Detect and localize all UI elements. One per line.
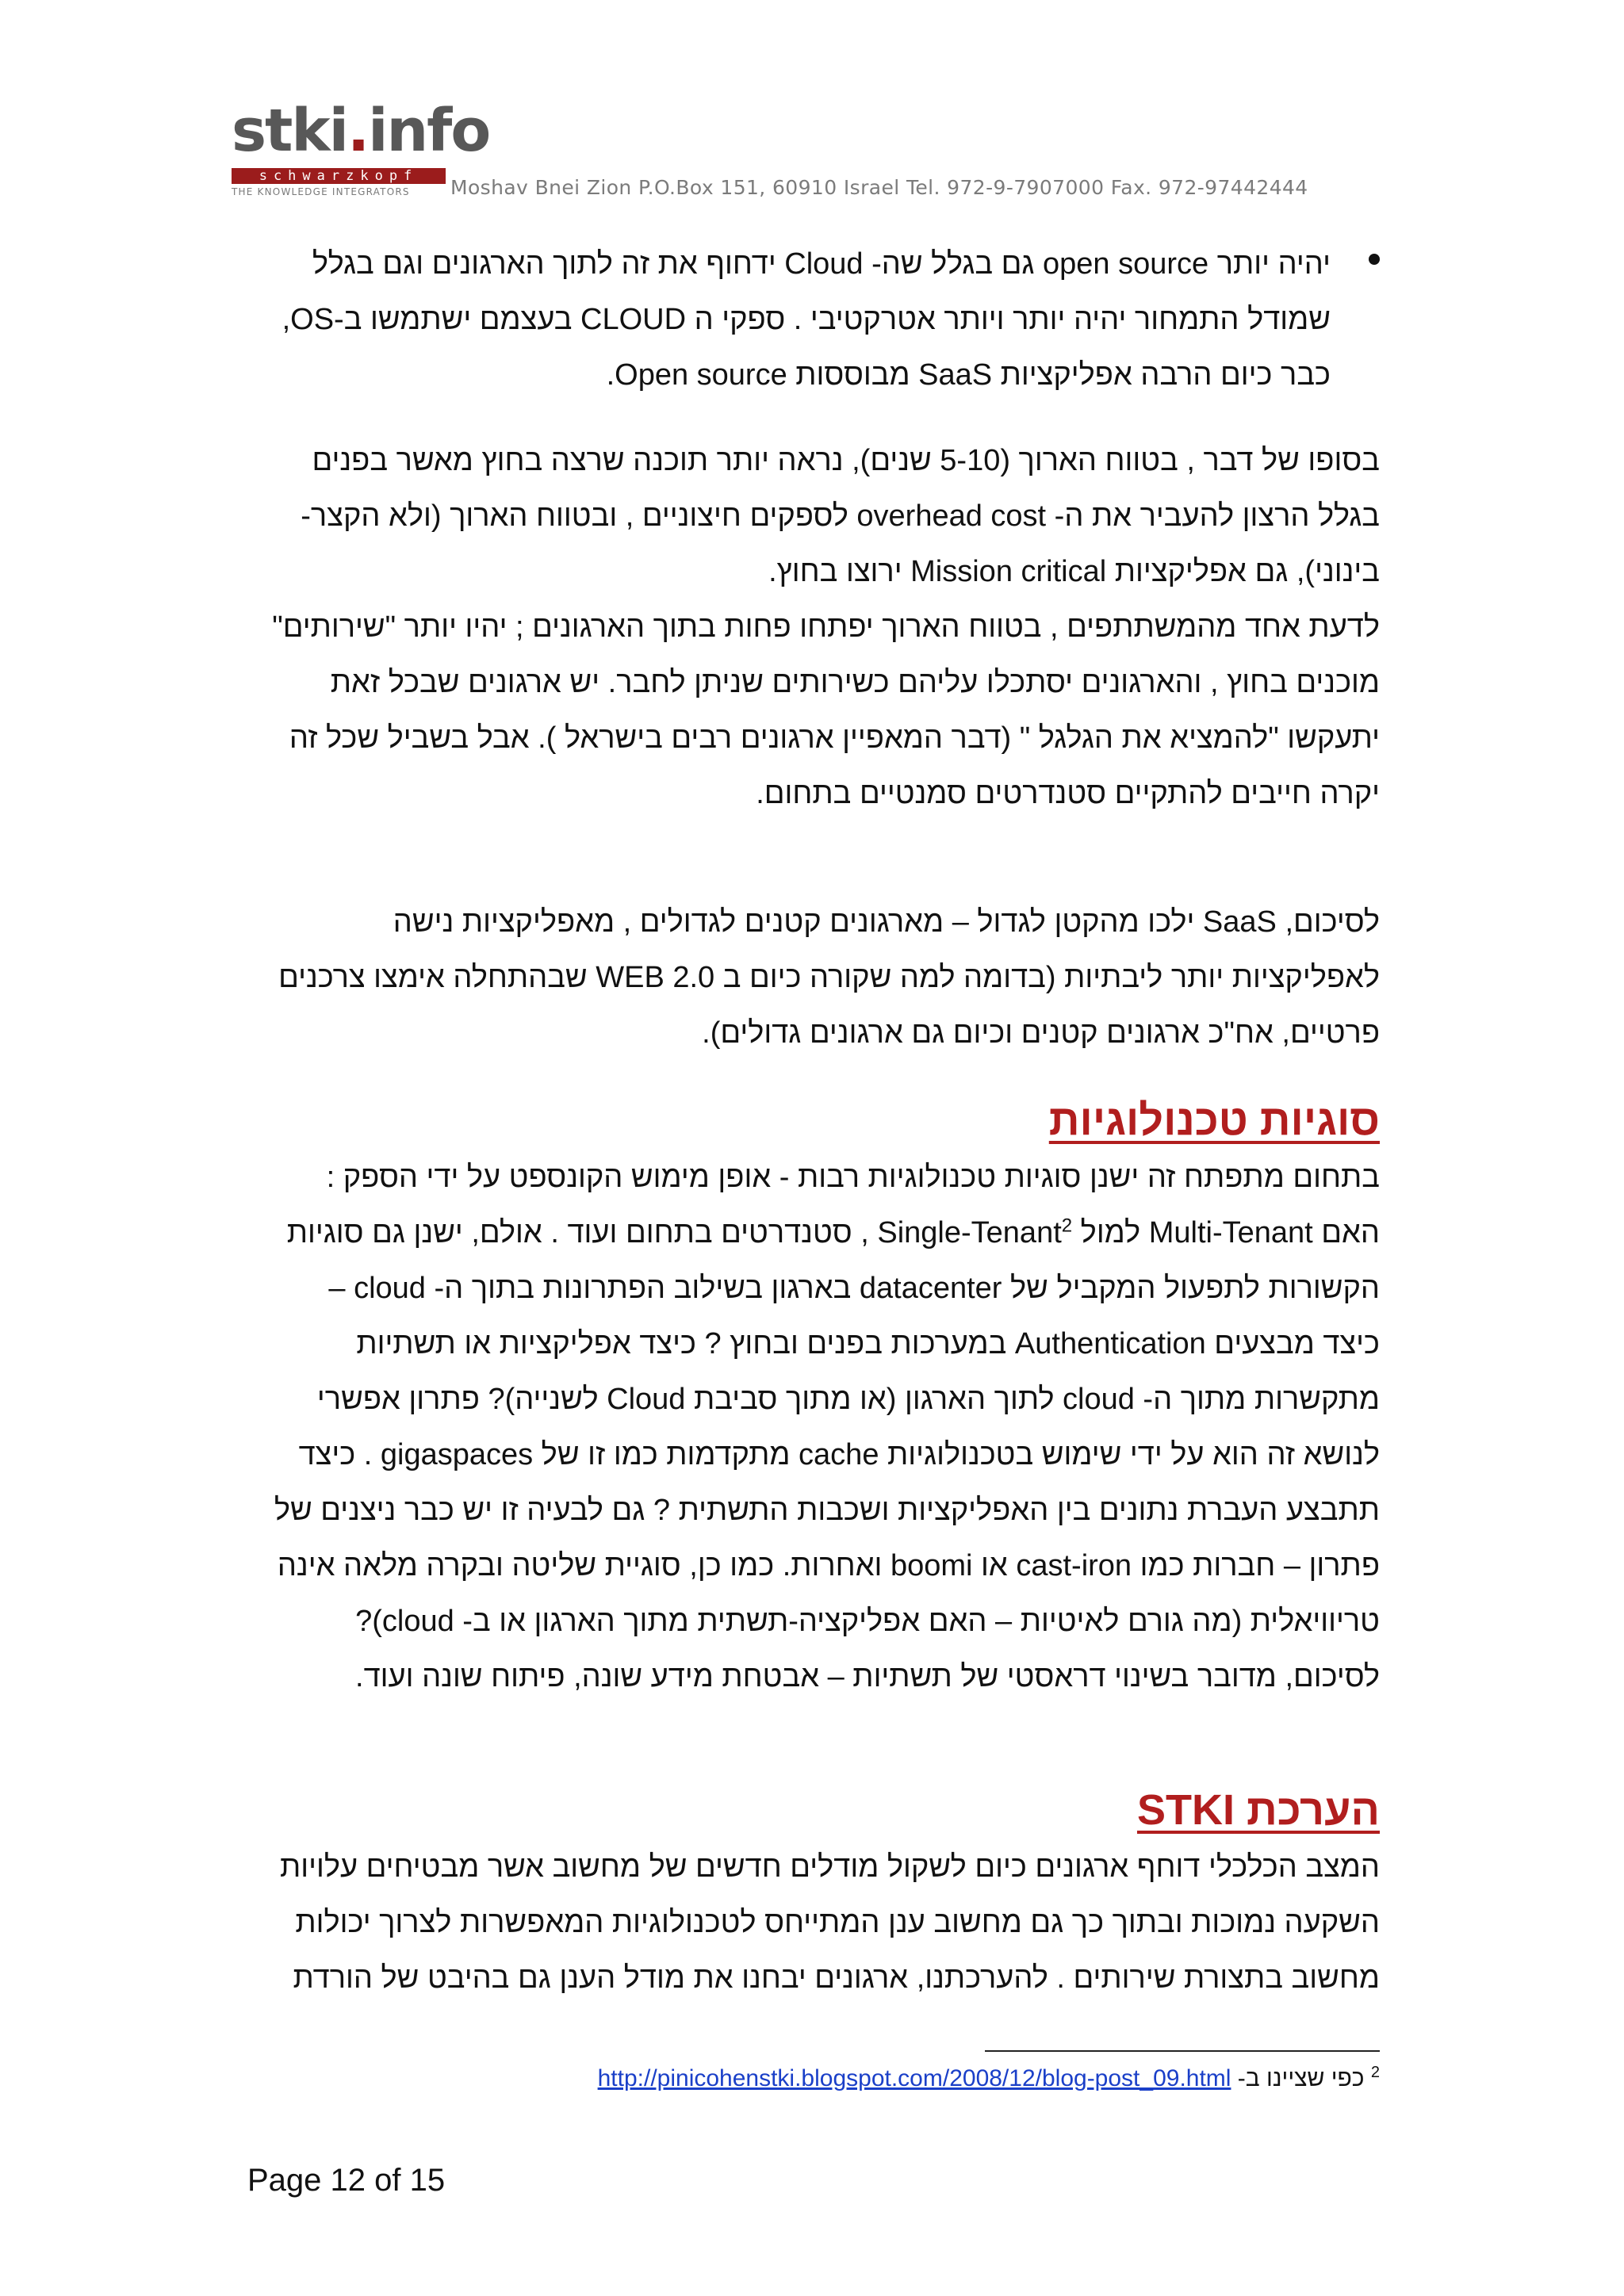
logo-bar: schwarzkopf: [232, 168, 446, 184]
section-heading-stki: [247, 1781, 1380, 1839]
logo-wordmark: stki.info: [232, 97, 490, 165]
text-line: לסיכום, מדובר בשינוי דראסטי של תשתיות – אבטחת מידע שונה, פיתוח שונה ועוד.: [355, 1660, 1380, 1693]
footnote-text: כפי שציינו ב-: [1231, 2065, 1365, 2091]
footnote-number: 2: [1370, 2064, 1380, 2081]
footnote-link[interactable]: http://pinicohenstki.blogspot.com/2008/12/blog-post_09.html: [597, 2065, 1231, 2091]
bullet-item: [247, 236, 1380, 403]
footnote-divider: [985, 2050, 1380, 2052]
text-line: פתרון – חברות כמו cast-iron או boomi ואחרות. כמו כן, סוגיית שליטה ובקרה מלאה אינה: [277, 1549, 1380, 1582]
paragraph-summary: [247, 894, 1380, 1061]
text-line: בתחום מתפתח זה ישנן סוגיות טכנולוגיות רבות - אופן מימוש הקונספט על ידי הספק :: [326, 1161, 1380, 1194]
text-line: לסיכום, SaaS ילכו מהקטן לגדול – מארגונים קטנים לגדולים , מאפליקציות נישה: [393, 905, 1380, 939]
text-line: המצב הכלכלי דוחף ארגונים כיום לשקול מודלים חדשים של מחשוב אשר מבטיחים עלויות: [280, 1850, 1380, 1884]
page-number: Page 12 of 15: [247, 2163, 446, 2198]
heading-text: סוגיות טכנולוגיות: [1048, 1096, 1380, 1144]
bullet-line: כבר כיום הרבה אפליקציות SaaS מבוססות Open source.: [606, 358, 1331, 392]
text-line: מחשוב בתצורת שירותים . להערכתנו, ארגונים יבחנו את מודל הענן גם בהיבט של הורדת: [293, 1961, 1380, 1995]
paragraph-stki-assessment: [247, 1839, 1380, 2006]
text-line: השקעה נמוכות ובתוך כך גם מחשוב ענן המתייחס לטכנולוגיות המאפשרות לצרוך יכולות: [295, 1906, 1380, 1939]
company-logo: [232, 97, 490, 197]
text-line: בינוני), גם אפליקציות Mission critical ירוצו בחוץ.: [768, 555, 1380, 588]
text-line: בסופו של דבר , בטווח הארוך (5-10 שנים), נראה יותר תוכנה שרצה בחוץ מאשר בפנים: [312, 444, 1380, 477]
text-line: לנושא זה הוא על ידי שימוש בטכנולוגיות cache מתקדמות כמו זו של gigaspaces . כיצד: [298, 1438, 1380, 1471]
text-line: מוכנים בחוץ , והארגונים יסתכלו עליהם כשירותים שניתן לחבר. יש ארגונים שבכל זאת: [330, 666, 1380, 699]
text-line: תתבצע העברת נתונים בין האפליקציות ושכבות התשתית ? גם לבעיה זו יש כבר ניצנים של: [274, 1494, 1380, 1527]
footnote: [508, 2061, 1380, 2096]
text-line: הקשורות לתפעול המקביל של datacenter בארגון בשילוב הפתרונות בתוך ה- cloud –: [328, 1272, 1380, 1305]
paragraph-long-term: [247, 433, 1380, 821]
header-address: Moshav Bnei Zion P.O.Box 151, 60910 Israel Tel. 972-9-7907000 Fax. 972-97442444: [450, 176, 1308, 199]
section-heading-tech: [247, 1091, 1380, 1150]
text-line: פרטיים, אח"כ ארגונים קטנים וכיום גם ארגונים גדולים).: [702, 1016, 1380, 1050]
bullet-line: יהיה יותר open source גם בגלל שה- Cloud ידחוף את זה לתוך הארגונים וגם בגלל: [312, 247, 1331, 281]
bullet-line: שמודל התמחור יהיה יותר ויותר אטרקטיבי . ספקי ה CLOUD בעצמם ישתמשו ב-OS,: [282, 303, 1331, 336]
text-line: טריוויאלית (מה גורם לאיטיות – האם אפליקציה-תשתית מתוך הארגון או ב- cloud)?: [355, 1605, 1380, 1638]
text-line: לאפליקציות יותר ליבתיות (בדומה למה שקורה כיום ב WEB 2.0 שבהתחלה אימצו צרכנים: [278, 961, 1380, 994]
footnote-ref: 2: [1061, 1215, 1073, 1237]
text-line: יקרה חייבים להתקיים סטנדרטים סמנטיים בתחום.: [756, 777, 1380, 810]
text-line: בגלל הרצון להעביר את ה- overhead cost לספקים חיצוניים , ובטווח הארוך (ולא הקצר-: [301, 499, 1380, 533]
text-line: כיצד מבצעים Authentication במערכות בפנים ובחוץ ? כיצד אפליקציות או תשתיות: [356, 1327, 1380, 1360]
heading-text: הערכת STKI: [1136, 1786, 1380, 1834]
text-line: לדעת אחד מהמשתתפים , בטווח הארוך יפתחו פחות בתוך הארגונים ; יהיו יותר "שירותים": [272, 610, 1380, 644]
text-line: מתקשרות מתוך ה- cloud לתוך הארגון (או מתוך סביבת Cloud לשנייה)? פתרון אפשרי: [316, 1383, 1380, 1416]
logo-tagline: THE KNOWLEDGE INTEGRATORS: [232, 186, 410, 197]
text-line: יתעקשו "להמציא את הגלגל " (דבר המאפיין ארגונים רבים בישראל ). אבל בשביל שכל זה: [289, 721, 1380, 755]
bullet-dot-icon: [1369, 254, 1380, 265]
paragraph-tech-issues: [247, 1150, 1380, 1705]
text-line-with-footnote: האם Multi-Tenant למול Single-Tenant$^2$ , סטנדרטים בתחום ועוד . אולם, ישנן גם סוגיות: [286, 1215, 1380, 1249]
